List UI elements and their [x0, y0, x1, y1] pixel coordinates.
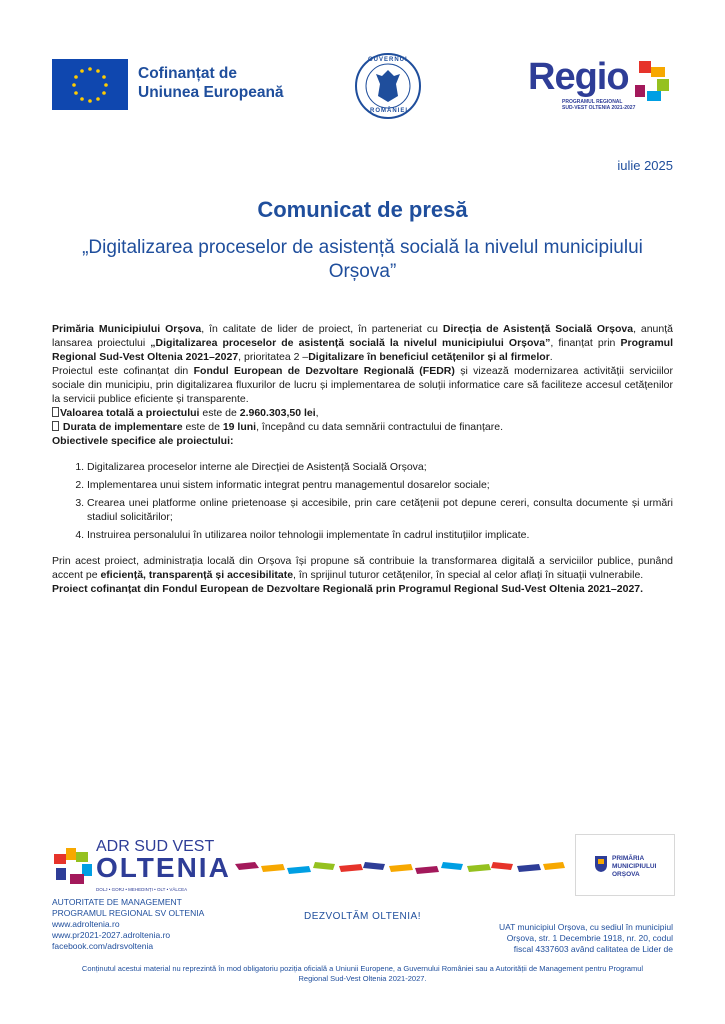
text: , începând cu data semnării contractului de finanțare. — [256, 421, 503, 433]
text-bold: Obiectivele specifice ale proiectului: — [52, 435, 234, 447]
text: , finanțat prin — [550, 337, 621, 349]
footer-right-line: Orșova, str. 1 Decembrie 1918, nr. 20, codul — [506, 933, 673, 943]
primaria-orsova-logo — [575, 834, 675, 896]
text: . — [549, 351, 553, 363]
footer-program-website-link[interactable]: www.pr2021-2027.adroltenia.ro — [52, 930, 171, 940]
footer-right-line: fiscal 4337603 având calitatea de Lider de — [513, 944, 673, 954]
footer-website-link[interactable]: www.adroltenia.ro — [52, 919, 120, 929]
text: , în sprijinul tuturor cetățenilor, în special al celor aflați în situații vulnerabile. — [293, 569, 644, 581]
text-bold: Durata de implementare — [62, 421, 183, 433]
footer-contact-left — [52, 897, 204, 952]
text-bold: 19 luni — [222, 421, 257, 433]
missing-glyph-icon — [52, 421, 59, 431]
adr-top-text: ADR SUD VEST — [96, 838, 215, 855]
primaria-text — [612, 855, 656, 879]
paragraph-goal — [52, 554, 673, 582]
text-bold: Digitalizare în beneficiul cetățenilor și al firmelor — [308, 351, 550, 363]
eu-flag-logo — [52, 59, 128, 110]
paragraph-intro — [52, 322, 673, 364]
regio-sub-line-1: PROGRAMUL REGIONAL — [562, 99, 623, 105]
footer-facebook-link[interactable]: facebook.com/adrsvoltenia — [52, 941, 154, 951]
coat-of-arms-icon — [594, 855, 608, 873]
government-seal-logo — [354, 52, 422, 120]
closing-statement — [52, 582, 673, 596]
text-bold: 2.960.303,50 lei — [239, 407, 316, 419]
primaria-line-3: ORȘOVA — [612, 871, 640, 878]
text: , — [315, 407, 319, 419]
text-bold: „Digitalizarea proceselor de asistență socială la nivelul municipiului Orșova” — [150, 337, 551, 349]
eu-line-1: Cofinanțat de — [138, 65, 238, 82]
text: este de — [182, 421, 223, 433]
paragraph-duration — [52, 420, 673, 434]
primaria-line-2: MUNICIPIULUI — [612, 863, 657, 870]
page-title: Comunicat de presă — [257, 197, 468, 222]
footer-slogan: DEZVOLTĂM OLTENIA! — [304, 911, 421, 922]
text-bold: Proiect cofinanțat din Fondul European de Dezvoltare Regională prin Programul Regional Sud-Vest Oltenia 2021–2027. — [52, 583, 644, 595]
adr-main-text: OLTENIA — [96, 852, 231, 883]
list-item: 4. Instruirea personalului în utilizarea noilor tehnologii implementate în cadrul instituțiilor implicate. — [87, 528, 673, 542]
footer-disclaimer: Conținutul acestui material nu reprezintă în mod obligatoriu poziția oficială a Uniunii Europene, a Guvernului României sau a Autorității de Management pentru Programul Regional Sud-Vest Oltenia 2021-2027. — [81, 964, 644, 983]
regio-subtitle — [562, 99, 635, 111]
text: Proiectul este cofinanțat din — [52, 365, 194, 377]
eu-stars-icon — [52, 59, 128, 110]
gov-seal-bottom-text: ROMÂNIEI — [370, 108, 408, 114]
eu-line-2: Uniunea Europeană — [138, 84, 284, 101]
footer-right-line: UAT municipiul Orșova, cu sediul în municipiul — [498, 922, 673, 932]
publication-date: iulie 2025 — [617, 158, 673, 173]
paragraph-funding — [52, 364, 673, 406]
regio-sub-line-2: SUD-VEST OLTENIA 2021-2027 — [562, 105, 636, 111]
footer-program: PROGRAMUL REGIONAL SV OLTENIA — [52, 908, 205, 918]
text-bold: Direcția de Asistență Socială Orșova — [442, 323, 634, 335]
primaria-line-1: PRIMĂRIA — [612, 855, 645, 862]
text-bold: Valoarea totală a proiectului — [60, 407, 200, 419]
eu-cofinance-label — [138, 64, 284, 102]
objectives-list — [52, 460, 673, 542]
text-bold: Fondul European de Dezvoltare Regională (FEDR) — [193, 365, 455, 377]
gov-seal-top-text: GUVERNUL — [368, 57, 410, 63]
text: este de — [199, 407, 240, 419]
footer-beneficiary-info — [455, 922, 673, 955]
text-bold: eficiență, transparență și accesibilitate — [100, 569, 294, 581]
text: , în calitate de lider de proiect, în parteneriat cu — [201, 323, 443, 335]
project-subtitle: „Digitalizarea proceselor de asistență socială la nivelul municipiului Orșova” — [82, 237, 643, 282]
text: , anunță lansarea proiectului — [52, 323, 673, 349]
text: , prioritatea 2 – — [238, 351, 309, 363]
adr-counties-text: DOLJ • GORJ • MEHEDINȚI • OLT • VÂLCEA — [96, 887, 188, 892]
objectives-heading — [52, 434, 673, 448]
regio-logo-word: Regio — [528, 56, 629, 98]
list-item: 3. Crearea unei platforme online prietenoase și accesibile, prin care cetățenii pot depune cereri, consulta documente și urmări stadiul solicitărilor; — [87, 496, 673, 524]
list-item: 1. Digitalizarea proceselor interne ale Direcției de Asistență Socială Orșova; — [87, 460, 673, 474]
text-bold: Programul Regional Sud-Vest Oltenia 2021–2027 — [52, 337, 673, 363]
decorative-color-stripe — [235, 860, 565, 876]
footer-authority: AUTORITATE DE MANAGEMENT — [52, 897, 182, 907]
paragraph-value — [52, 406, 673, 420]
text: și vizează modernizarea activității serviciilor sociale din municipiu, prin digitalizarea fluxurilor de lucru și implementarea de soluții informatice care să faciliteze accesul cetățenilor la servicii publice eficiente și transparente. — [52, 365, 673, 405]
adr-oltenia-logo — [52, 838, 231, 898]
text: Prin acest proiect, administrația locală din Orșova își propune să contribuie la transformarea digitală a serviciilor publice, punând accent pe — [52, 555, 673, 581]
eagle-icon — [376, 70, 400, 102]
text-bold: Primăria Municipiului Orșova — [52, 323, 202, 335]
list-item: 2. Implementarea unui sistem informatic integrat pentru managementul dosarelor sociale; — [87, 478, 673, 492]
press-release-body — [52, 322, 673, 596]
missing-glyph-icon — [52, 407, 59, 417]
